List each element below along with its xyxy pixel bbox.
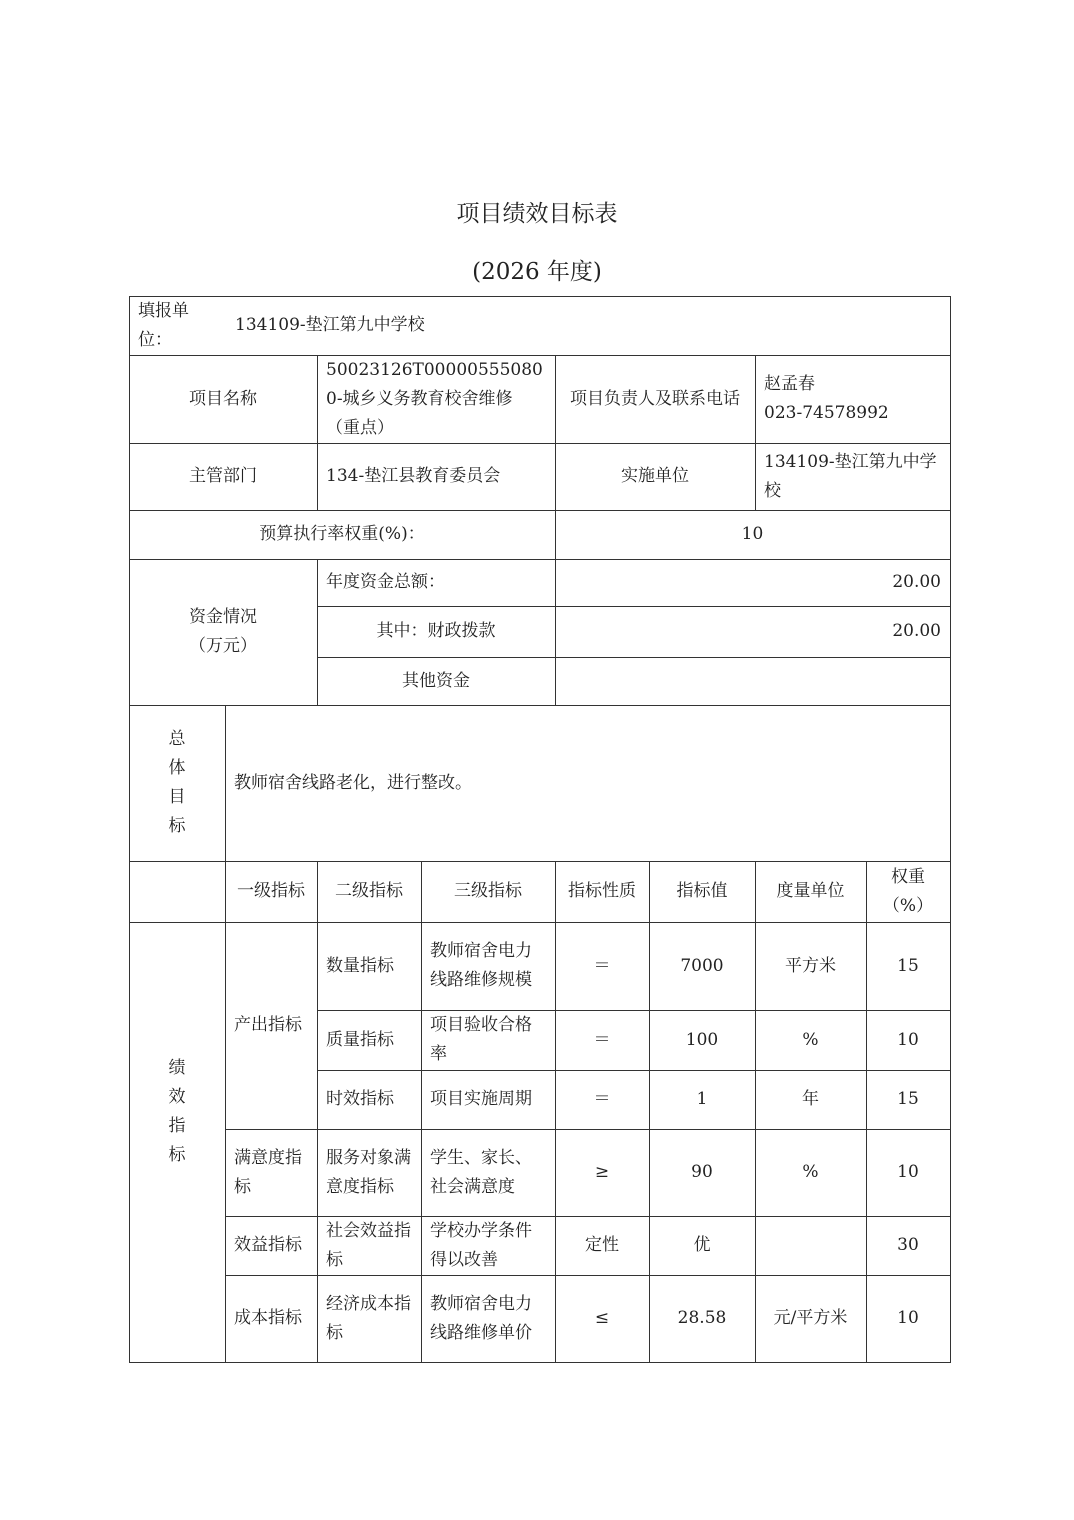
- indicator-nature: ＝: [593, 1029, 611, 1050]
- indicator-level2: 服务对象满意度指标: [326, 1147, 411, 1197]
- funds-other-value: [555, 657, 950, 705]
- indicator-level3: 学校办学条件得以改善: [430, 1220, 532, 1270]
- indicator-weight: 10: [897, 1308, 919, 1328]
- indicator-nature: 定性: [585, 1235, 619, 1255]
- indicator-unit: 平方米: [785, 955, 836, 976]
- table-border: [755, 355, 756, 511]
- table-border: [129, 443, 951, 444]
- filing-unit-label: 填报单位：: [138, 300, 189, 350]
- table-border: [129, 296, 951, 297]
- table-border: [317, 355, 318, 511]
- table-border: [555, 355, 556, 560]
- indicator-header: 度量单位: [776, 881, 845, 901]
- vertical-char: 标: [168, 816, 186, 836]
- leader-phone: 023-74578992: [764, 403, 889, 423]
- funds-fiscal-value: 20.00: [892, 621, 941, 641]
- table-border: [129, 559, 951, 560]
- indicator-header: 三级指标: [454, 881, 522, 901]
- table-border: [866, 861, 867, 1363]
- table-border: [317, 861, 318, 1363]
- indicator-unit: 元/平方米: [773, 1308, 848, 1328]
- level1-benefit: 效益指标: [234, 1235, 302, 1255]
- indicator-level3: 学生、家长、社会满意度: [430, 1147, 532, 1197]
- project-name-label: 项目名称: [189, 388, 257, 409]
- vertical-char: 体: [168, 758, 186, 778]
- funds-total-label: 年度资金总额：: [326, 572, 445, 592]
- overall-goal-value: 教师宿舍线路老化，进行整改。: [234, 772, 472, 793]
- indicator-nature: ＝: [593, 955, 611, 976]
- indicator-header: 一级指标: [237, 881, 305, 901]
- indicator-header: 权重（%）: [882, 866, 934, 916]
- indicator-level3: 教师宿舍电力线路维修单价: [430, 1293, 532, 1343]
- level1-cost: 成本指标: [234, 1308, 302, 1328]
- table-border: [317, 657, 951, 658]
- indicator-weight: 10: [897, 1162, 919, 1182]
- overall-goal-label: [129, 705, 225, 861]
- table-border: [755, 861, 756, 1363]
- indicator-level3: 项目实施周期: [430, 1089, 532, 1109]
- table-border: [129, 922, 951, 923]
- table-border: [129, 296, 130, 1363]
- table-border: [225, 1129, 951, 1130]
- level1-satisfaction: 满意度指标: [234, 1147, 302, 1197]
- indicator-weight: 15: [897, 955, 919, 976]
- table-border: [317, 606, 951, 607]
- table-border: [129, 861, 951, 862]
- table-border: [225, 705, 226, 1363]
- indicator-nature: ＝: [593, 1089, 611, 1109]
- indicator-header: 指标性质: [568, 881, 636, 901]
- indicator-level3: 教师宿舍电力线路维修规模: [430, 941, 532, 990]
- level1-output: 产出指标: [234, 1015, 302, 1035]
- table-border: [421, 861, 422, 1363]
- table-border: [129, 510, 951, 511]
- table-border: [129, 705, 951, 706]
- indicator-level2: 时效指标: [326, 1089, 394, 1109]
- table-border: [555, 861, 556, 1363]
- indicator-value: 1: [696, 1089, 708, 1109]
- indicator-unit: %: [802, 1162, 819, 1182]
- indicator-level2: 质量指标: [326, 1029, 394, 1050]
- project-leader-value: [755, 355, 950, 443]
- leader-name: 赵孟春: [764, 374, 815, 394]
- project-name-value: 50023126T000005550800-城乡义务教育校舍维修（重点）: [326, 359, 543, 438]
- funds-fiscal-label: 其中：财政拨款: [376, 621, 496, 641]
- indicator-level3: 项目验收合格率: [430, 1015, 532, 1064]
- indicator-nature: ≥: [594, 1162, 610, 1182]
- indicator-value: 90: [691, 1162, 713, 1182]
- vertical-char: 标: [168, 1144, 186, 1165]
- funds-label-line: （万元）: [189, 636, 257, 656]
- indicator-level2: 社会效益指标: [326, 1220, 411, 1270]
- table-border: [129, 1362, 951, 1363]
- vertical-char: 目: [168, 787, 186, 807]
- indicator-unit: [755, 1216, 866, 1275]
- vertical-char: 指: [168, 1115, 186, 1136]
- indicator-value: 7000: [680, 955, 724, 976]
- table-border: [317, 1070, 951, 1071]
- dept-label: 主管部门: [189, 466, 257, 486]
- vertical-char: 总: [168, 729, 186, 749]
- indicator-level2: 数量指标: [326, 955, 394, 976]
- table-border: [950, 296, 951, 1363]
- table-border: [225, 1275, 951, 1276]
- table-border: [317, 559, 318, 706]
- indicator-weight: 30: [897, 1235, 919, 1255]
- indicator-weight: 15: [897, 1089, 919, 1109]
- funds-other-label: 其他资金: [402, 670, 470, 691]
- indicator-value: 优: [693, 1235, 711, 1255]
- vertical-char: 绩: [168, 1057, 186, 1078]
- funds-label: [129, 559, 317, 705]
- budget-weight-label: 预算执行率权重(%)：: [259, 524, 425, 544]
- indicators-label: [129, 861, 225, 1362]
- indicator-unit: 年: [802, 1089, 819, 1109]
- funds-label-line: 资金情况: [189, 607, 257, 627]
- indicator-unit: %: [802, 1029, 819, 1050]
- indicator-value: 100: [685, 1029, 719, 1050]
- indicator-value: 28.58: [677, 1308, 727, 1328]
- dept-value: 134-垫江县教育委员会: [326, 466, 501, 486]
- indicator-weight: 10: [897, 1029, 919, 1050]
- table-border: [649, 861, 650, 1363]
- impl-unit-label: 实施单位: [621, 466, 689, 486]
- table-border: [555, 559, 556, 706]
- page-title: 项目绩效目标表: [456, 201, 618, 227]
- vertical-char: 效: [168, 1086, 186, 1107]
- indicator-header: 指标值: [676, 881, 728, 901]
- filing-unit-value: 134109-垫江第九中学校: [235, 315, 425, 335]
- table-border: [317, 1010, 951, 1011]
- table-border: [225, 1216, 951, 1217]
- funds-total-value: 20.00: [892, 572, 941, 592]
- indicator-level2: 经济成本指标: [326, 1293, 411, 1343]
- indicator-nature: ≤: [594, 1308, 610, 1328]
- impl-unit-value: 134109-垫江第九中学校: [764, 451, 937, 501]
- budget-weight-value: 10: [741, 524, 764, 544]
- table-border: [129, 355, 951, 356]
- project-leader-label: 项目负责人及联系电话: [570, 388, 740, 409]
- page-subtitle: (2026 年度): [472, 259, 602, 285]
- indicator-header: 二级指标: [335, 881, 403, 901]
